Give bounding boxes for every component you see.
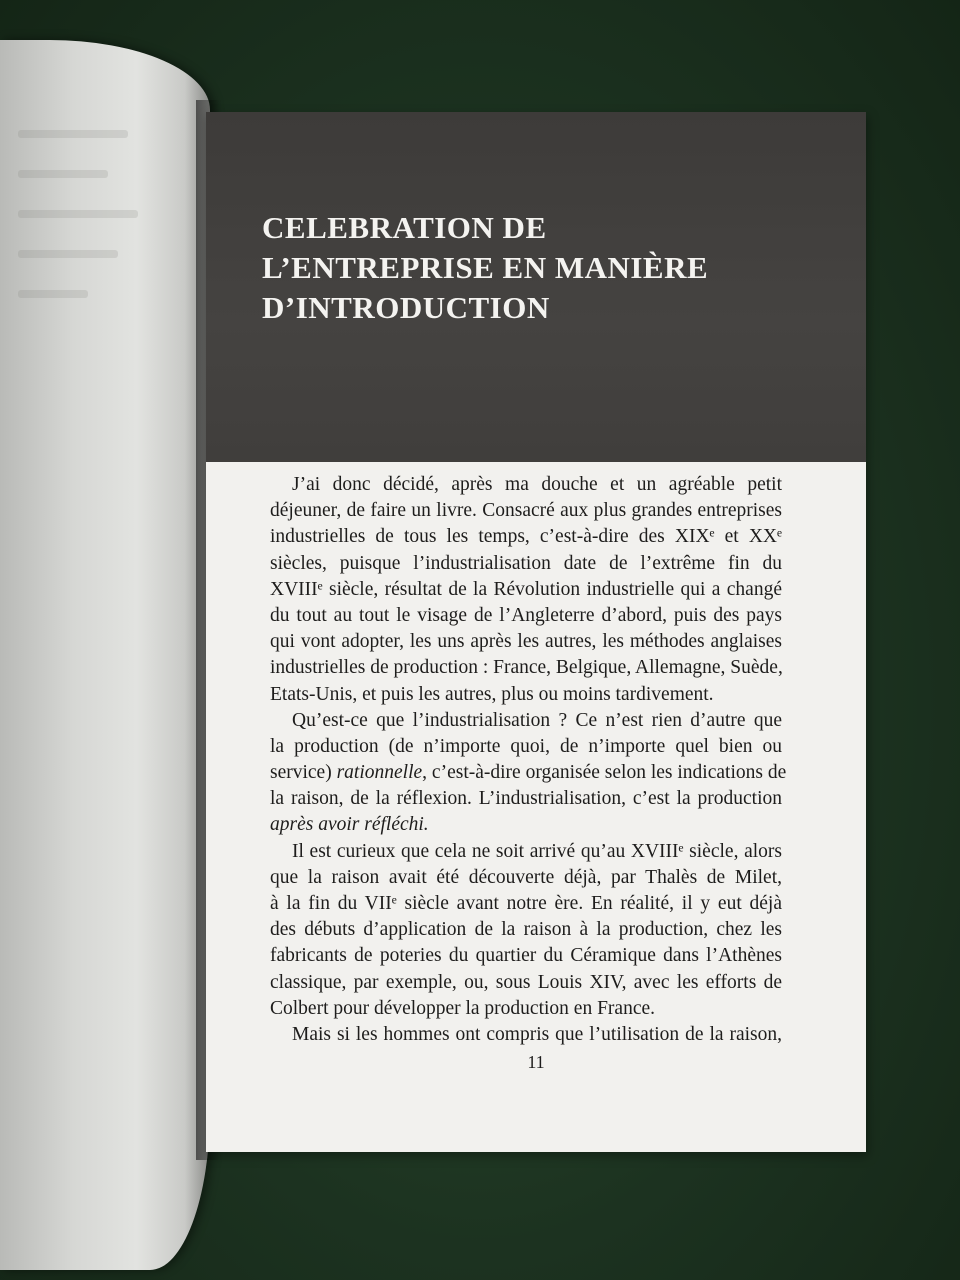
text-line: J’ai donc décidé, après ma douche et un agréable petit bbox=[292, 474, 782, 495]
text-line: industrielles de production : France, Belgique, Allemagne, Suède, bbox=[270, 657, 783, 679]
text-line: que la raison avait été découverte déjà, par Thalès de Milet, bbox=[270, 866, 782, 888]
chapter-title-line: CELEBRATION DE bbox=[262, 210, 547, 245]
text-line-italic-rationnelle: service) rationnelle, c’est-à-dire organisée selon les indications de bbox=[270, 762, 787, 784]
text-line: la raison, de la réflexion. L’industrialisation, c’est la production bbox=[270, 788, 782, 810]
body-text bbox=[270, 472, 787, 1048]
text-line: qui vont adopter, les uns après les autres, les méthodes anglaises bbox=[270, 631, 782, 653]
text-line: siècles, puisque l’industrialisation date de l’extrême fin du bbox=[270, 552, 782, 574]
chapter-title-line: L’ENTREPRISE EN MANIÈRE bbox=[262, 250, 709, 285]
show-through-text bbox=[18, 290, 88, 298]
right-page bbox=[206, 112, 866, 1152]
show-through-text bbox=[18, 130, 128, 138]
text-line: des débuts d’application de la raison à la production, chez les bbox=[270, 919, 782, 941]
text-line: XVIIIᵉ siècle, résultat de la Révolution industrielle qui a changé bbox=[270, 578, 782, 600]
show-through-text bbox=[18, 170, 108, 178]
text-line: Qu’est-ce que l’industrialisation ? Ce n’est rien d’autre que bbox=[292, 709, 782, 731]
text-line: la production (de n’importe quoi, de n’importe quel bien ou bbox=[270, 735, 782, 757]
show-through-text bbox=[18, 250, 118, 258]
text-line: Il est curieux que cela ne soit arrivé qu’au XVIIIᵉ siècle, alors bbox=[292, 840, 782, 862]
text-line: du tout au tout le visage de l’Angleterre d’abord, puis des pays bbox=[270, 604, 782, 626]
left-page bbox=[0, 40, 210, 1270]
text-line: fabricants de poteries du quartier du Céramique dans l’Athènes bbox=[270, 945, 782, 967]
chapter-header-band bbox=[206, 112, 866, 462]
page-number: 11 bbox=[527, 1052, 545, 1072]
text-line: industrielles de tous les temps, c’est-à-dire des XIXᵉ et XXᵉ bbox=[270, 526, 782, 548]
text-line: classique, par exemple, ou, sous Louis XIV, avec les efforts de bbox=[270, 971, 782, 993]
text-line: Etats-Unis, et puis les autres, plus ou moins tardivement. bbox=[270, 683, 714, 705]
chapter-title bbox=[262, 208, 822, 328]
text-line: Mais si les hommes ont compris que l’utilisation de la raison, bbox=[292, 1023, 782, 1045]
text-line: Colbert pour développer la production en France. bbox=[270, 997, 656, 1019]
text-line: à la fin du VIIᵉ siècle avant notre ère. En réalité, il y eut déjà bbox=[270, 893, 782, 914]
text-line: déjeuner, de faire un livre. Consacré aux plus grandes entreprises bbox=[270, 500, 782, 522]
text-line-italic: après avoir réfléchi. bbox=[270, 814, 429, 836]
chapter-title-line: D’INTRODUCTION bbox=[262, 290, 550, 325]
show-through-text bbox=[18, 210, 138, 218]
